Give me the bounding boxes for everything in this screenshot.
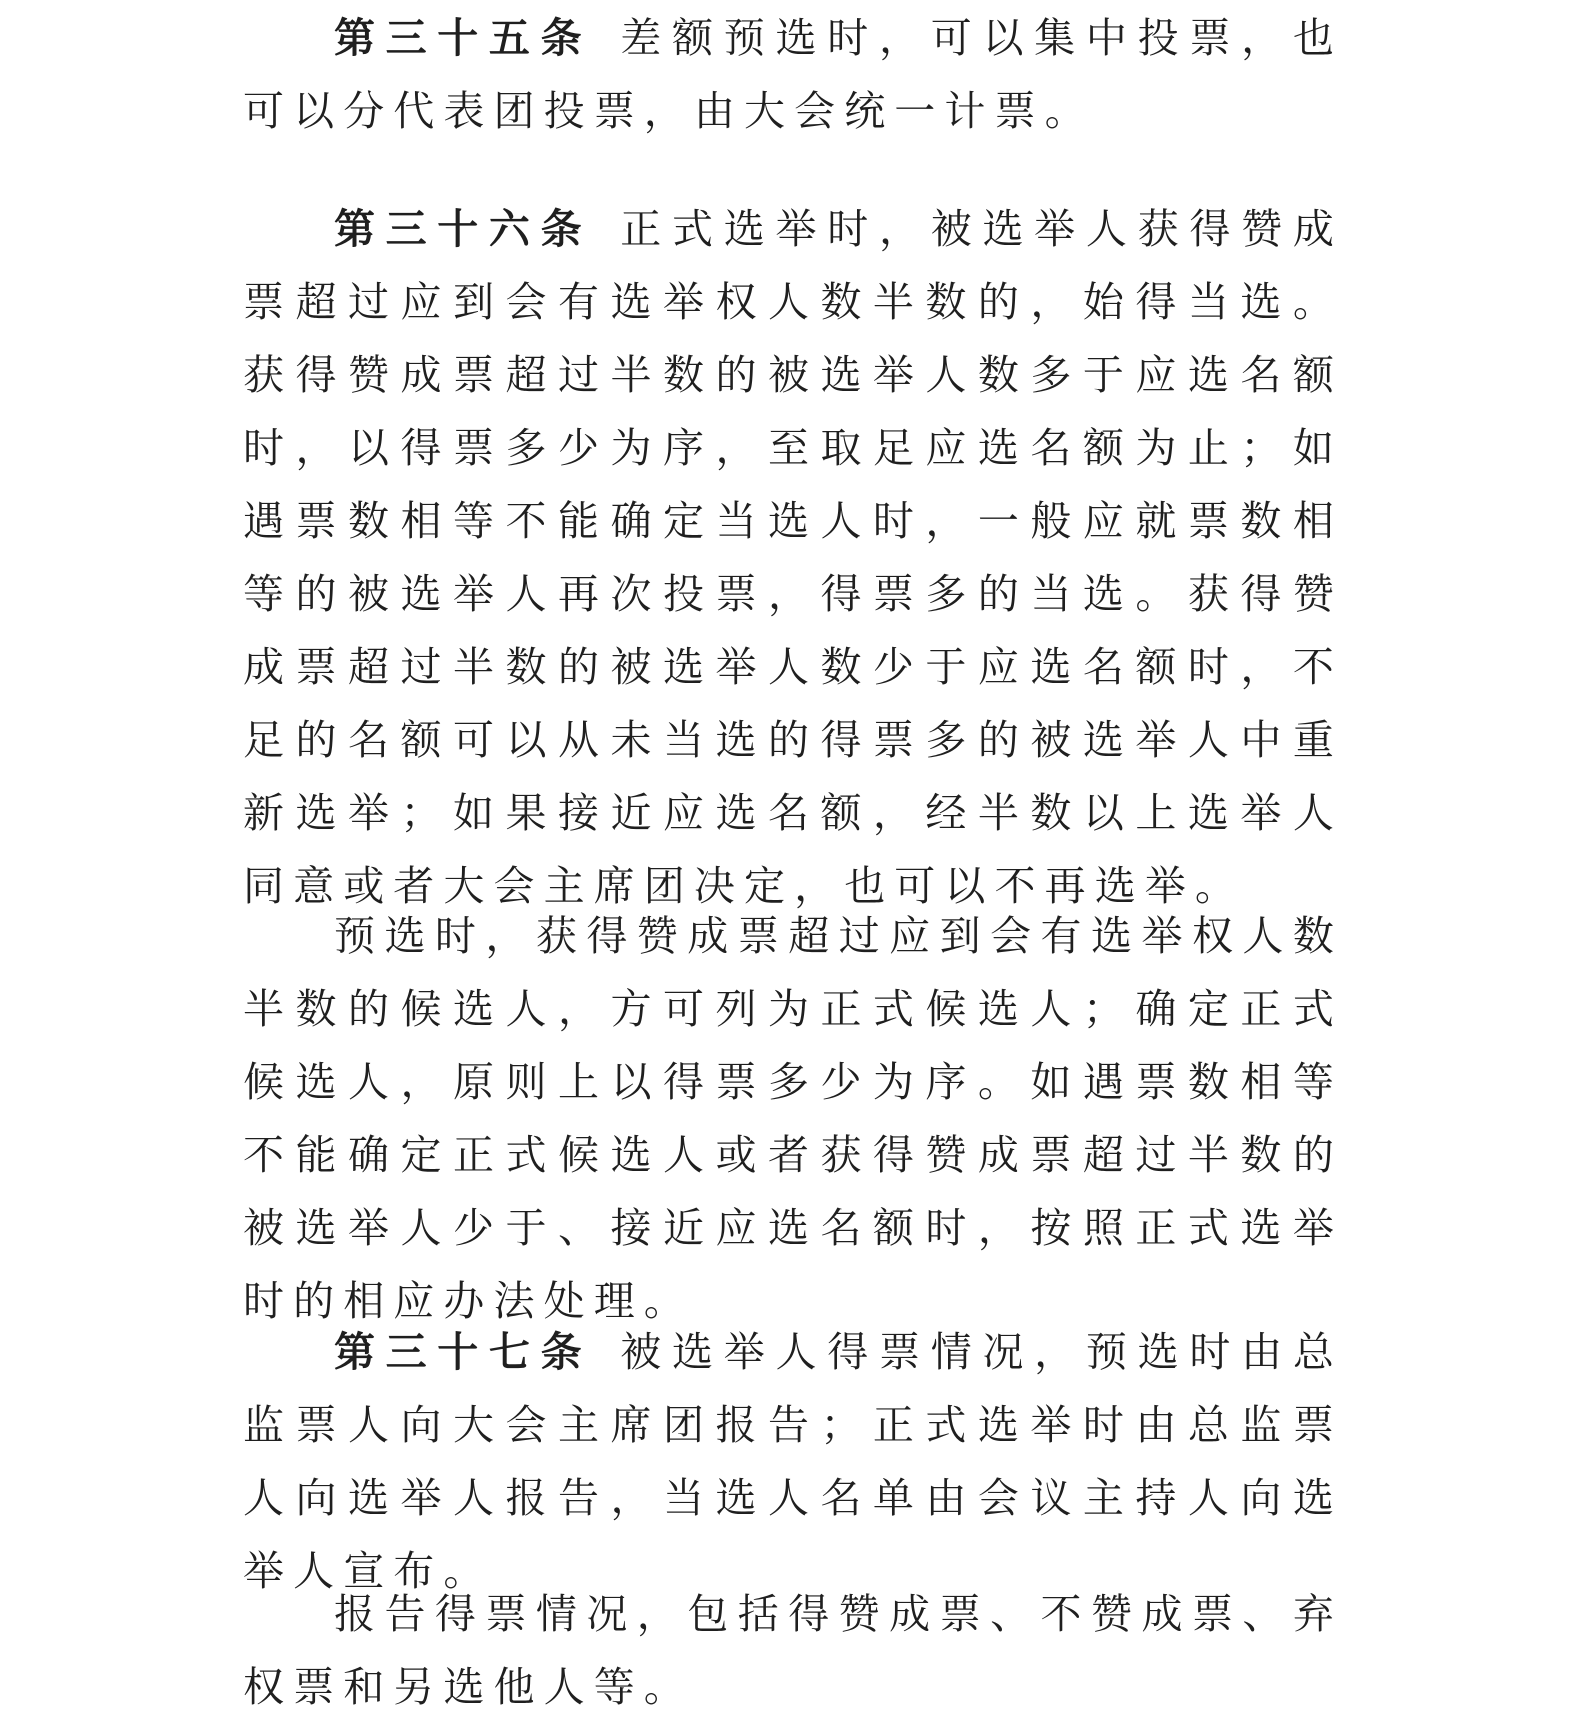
- article-35-paragraph: [243, 2, 1343, 148]
- article-37-text: 被选举人得票情况，预选时由总监票人向大会主席团报告；正式选举时由总监票人向选举人报告，当选人名单由会议主持人向选举人宣布。: [243, 1328, 1344, 1595]
- preselection-text: 预选时，获得赞成票超过应到会有选举权人数半数的候选人，方可列为正式候选人；确定正式候选人，原则上以得票多少为序。如遇票数相等不能确定正式候选人或者获得赞成票超过半数的被选举人少于、接近应选名额时，按照正式选举时的相应办法处理。: [243, 912, 1343, 1325]
- article-37-paragraph: [243, 1316, 1343, 1608]
- vote-report-text: 报告得票情况，包括得赞成票、不赞成票、弃权票和另选他人等。: [243, 1590, 1343, 1711]
- article-36-paragraph: [243, 193, 1343, 923]
- article-37-heading: 第三十七条: [334, 1328, 593, 1376]
- article-35-text: 差额预选时，可以集中投票，也可以分代表团投票，由大会统一计票。: [243, 14, 1344, 135]
- article-35-heading: 第三十五条: [334, 14, 593, 62]
- article-36-text: 正式选举时，被选举人获得赞成票超过应到会有选举权人数半数的，始得当选。获得赞成票超过半数的被选举人数多于应选名额时，以得票多少为序，至取足应选名额为止；如遇票数相等不能确定当选人时，一般应就票数相等的被选举人再次投票，得票多的当选。获得赞成票超过半数的被选举人数少于应选名额时，不足的名额可以从未当选的得票多的被选举人中重新选举；如果接近应选名额，经半数以上选举人同意或者大会主席团决定，也可以不再选举。: [243, 205, 1344, 910]
- article-36-heading: 第三十六条: [334, 205, 593, 253]
- preselection-paragraph: [243, 900, 1343, 1338]
- vote-report-paragraph: [243, 1578, 1343, 1724]
